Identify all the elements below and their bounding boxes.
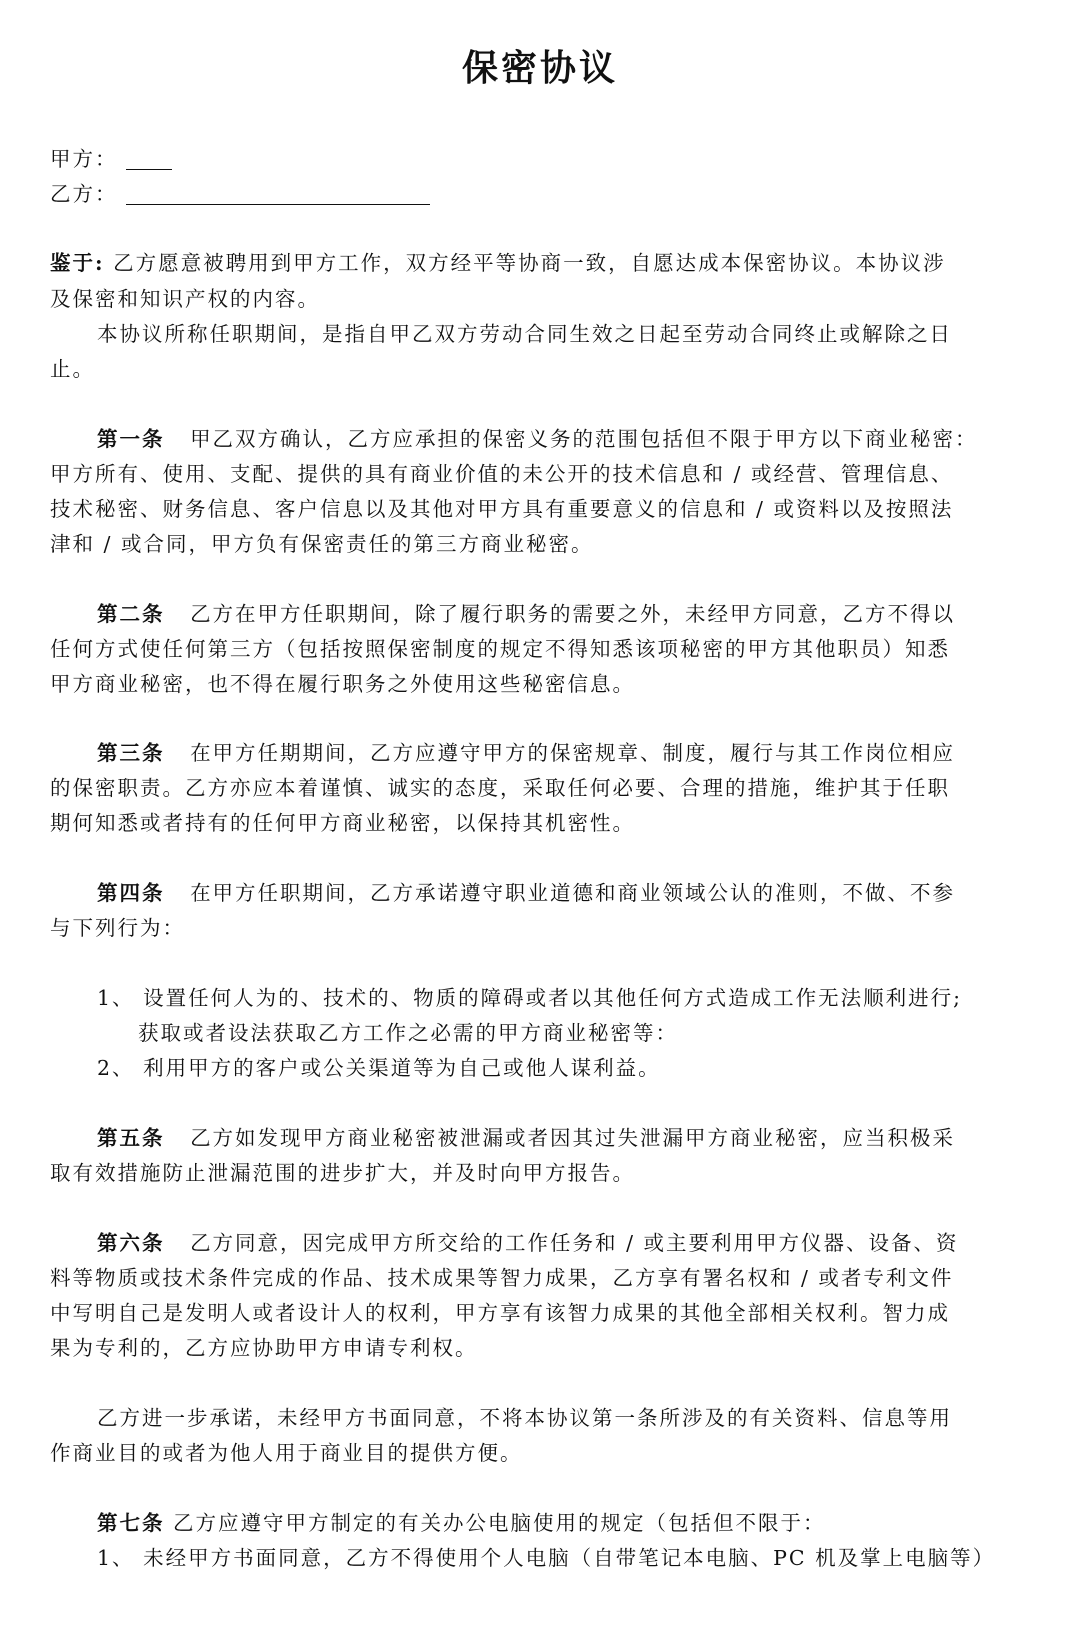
art1-text-1: 甲乙双方确认，乙方应承担的保密义务的范围包括但不限于甲方以下商业秘密： bbox=[190, 427, 978, 451]
art7-item-1 bbox=[97, 1541, 995, 1571]
art5-line-2: 取有效措施防止泄漏范围的进步扩大，并及时向甲方报告。 bbox=[50, 1161, 635, 1185]
art4-item-1-text-1: 设置任何人为的、技术的、物质的障碍或者以其他任何方式造成工作无法顺利进行; bbox=[143, 986, 962, 1010]
art3-label: 第三条 bbox=[97, 741, 165, 765]
art7-line-1 bbox=[97, 1506, 826, 1536]
art7-item-1-text: 未经甲方书面同意，乙方不得使用个人电脑（自带笔记本电脑、PC 机及掌上电脑等） bbox=[143, 1546, 996, 1570]
art1-line-4: 津和 / 或合同，甲方负有保密责任的第三方商业秘密。 bbox=[50, 532, 594, 556]
art1-line-1 bbox=[97, 422, 978, 452]
preamble-line-1 bbox=[50, 246, 946, 276]
further-line-1: 乙方进一步承诺，未经甲方书面同意，不将本协议第一条所涉及的有关资料、信息等用 bbox=[97, 1406, 952, 1430]
party-b-label: 乙方： bbox=[50, 182, 118, 206]
art3-line-3: 期何知悉或者持有的任何甲方商业秘密，以保持其机密性。 bbox=[50, 811, 635, 835]
party-a-label: 甲方： bbox=[50, 147, 118, 171]
art3-line-1 bbox=[97, 736, 955, 766]
art4-label: 第四条 bbox=[97, 881, 165, 905]
art7-label: 第七条 bbox=[97, 1511, 165, 1535]
art6-line-4: 果为专利的，乙方应协助甲方申请专利权。 bbox=[50, 1336, 478, 1360]
art5-line-1 bbox=[97, 1121, 955, 1151]
art4-item-1-number: 1、 bbox=[97, 986, 135, 1010]
art4-line-1 bbox=[97, 876, 955, 906]
art4-item-2 bbox=[97, 1051, 661, 1081]
art6-line-3: 中写明自己是发明人或者设计人的权利，甲方享有该智力成果的其他全部相关权利。智力成 bbox=[50, 1301, 950, 1325]
art7-text-1: 乙方应遵守甲方制定的有关办公电脑使用的规定（包括但不限于： bbox=[173, 1511, 826, 1535]
preamble-line-3: 本协议所称任职期间，是指自甲乙双方劳动合同生效之日起至劳动合同终止或解除之日 bbox=[97, 322, 952, 346]
art2-label: 第二条 bbox=[97, 602, 165, 626]
art1-label: 第一条 bbox=[97, 427, 165, 451]
art3-line-2: 的保密职责。乙方亦应本着谨慎、诚实的态度，采取任何必要、合理的措施，维护其于任职 bbox=[50, 776, 950, 800]
art5-label: 第五条 bbox=[97, 1126, 165, 1150]
preamble-line-2: 及保密和知识产权的内容。 bbox=[50, 287, 320, 311]
art2-line-2: 任何方式使任何第三方（包括按照保密制度的规定不得知悉该项秘密的甲方其他职员）知悉 bbox=[50, 637, 950, 661]
art1-line-3: 技术秘密、财务信息、客户信息以及其他对甲方具有重要意义的信息和 / 或资料以及按照法 bbox=[50, 497, 954, 521]
preamble-label: 鉴于: bbox=[50, 251, 105, 275]
art4-text-1: 在甲方任职期间，乙方承诺遵守职业道德和商业领域公认的准则，不做、不参 bbox=[190, 881, 956, 905]
art4-item-1-line-1 bbox=[97, 981, 962, 1011]
art2-line-1 bbox=[97, 597, 955, 627]
art2-line-3: 甲方商业秘密，也不得在履行职务之外使用这些秘密信息。 bbox=[50, 672, 635, 696]
party-a-line bbox=[50, 142, 172, 172]
art6-line-1 bbox=[97, 1226, 959, 1256]
art2-text-1: 乙方在甲方任职期间，除了履行职务的需要之外，未经甲方同意，乙方不得以 bbox=[190, 602, 956, 626]
art4-item-1-line-2: 获取或者设法获取乙方工作之必需的甲方商业秘密等： bbox=[138, 1021, 678, 1045]
party-a-blank bbox=[126, 149, 172, 170]
art6-line-2: 料等物质或技术条件完成的作品、技术成果等智力成果，乙方享有署名权和 / 或者专利文件 bbox=[50, 1266, 954, 1290]
art5-text-1: 乙方如发现甲方商业秘密被泄漏或者因其过失泄漏甲方商业秘密，应当积极采 bbox=[190, 1126, 956, 1150]
document-title: 保密协议 bbox=[461, 47, 618, 89]
party-b-blank bbox=[126, 184, 430, 205]
party-b-line bbox=[50, 177, 430, 207]
art1-line-2: 甲方所有、使用、支配、提供的具有商业价值的未公开的技术信息和 / 或经营、管理信息、 bbox=[50, 462, 954, 486]
art3-text-1: 在甲方任期期间，乙方应遵守甲方的保密规章、制度，履行与其工作岗位相应 bbox=[190, 741, 956, 765]
art4-item-2-number: 2、 bbox=[97, 1056, 135, 1080]
art6-label: 第六条 bbox=[97, 1231, 165, 1255]
art7-item-1-number: 1、 bbox=[97, 1546, 135, 1570]
preamble-line-4: 止。 bbox=[50, 357, 95, 381]
further-line-2: 作商业目的或者为他人用于商业目的提供方便。 bbox=[50, 1441, 523, 1465]
art4-line-2: 与下列行为： bbox=[50, 916, 185, 940]
preamble-text-1: 乙方愿意被聘用到甲方工作，双方经平等协商一致，自愿达成本保密协议。本协议涉 bbox=[113, 251, 946, 275]
art6-text-1: 乙方同意，因完成甲方所交给的工作任务和 / 或主要利用甲方仪器、设备、资 bbox=[190, 1231, 959, 1255]
art4-item-2-text: 利用甲方的客户或公关渠道等为自己或他人谋利益。 bbox=[143, 1056, 661, 1080]
